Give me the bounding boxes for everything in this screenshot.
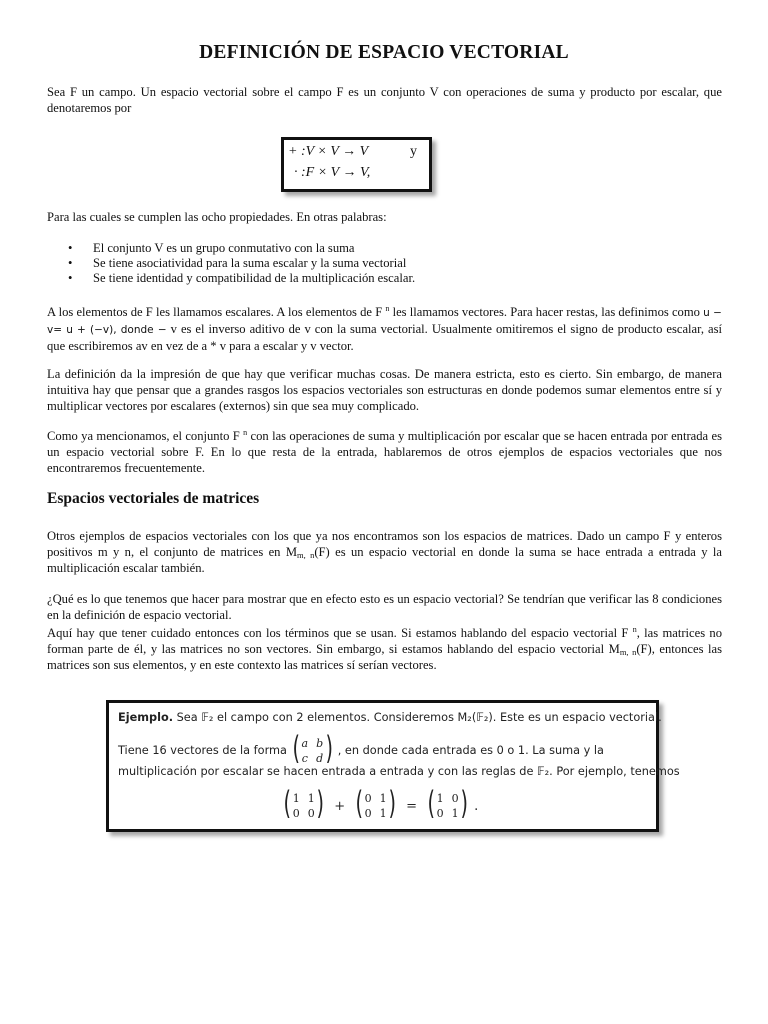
bullet-icon: • [68, 256, 73, 270]
list-item: • Se tiene asociatividad para la suma escalar y la suma vectorial [68, 256, 407, 270]
intro-paragraph: Sea F un campo. Un espacio vectorial sobre el campo F es un conjunto V con operaciones de suma y producto por escalar, que denotaremos por [47, 85, 722, 115]
plus-sign: + [334, 798, 346, 814]
definition-paragraph: La definición da la impresión de que hay que verificar muchas cosas. De manera estricta, esto es cierto. Sin embargo, de manera intuitiva hay que pensar que a grandes rasgos los espacios vectoriales son estructuras en donde podemos sumar elementos entre sí y multiplicar vectores por escalares (externos) sin que sea muy complicado. [47, 367, 722, 413]
properties-list [47, 241, 722, 286]
elements-paragraph: A los elementos de F les llamamos escalares. A los elementos de F $^n$ les llamamos vectores. Para hacer restas, las definimos como u − v= u + (−v), donde − v es el inverso aditivo de v con la suma vectorial. Usualmente omitiremos el signo de producto escalar, así que escribiremos av en vez de a * v para a escalar y v vector. [47, 304, 722, 353]
question-paragraph: ¿Qué es lo que tenemos que hacer para mostrar que en efecto esto es un espacio vectorial? Se tendrían que verificar las 8 condiciones en la definición de espacio vectorial. [47, 592, 722, 622]
and-word: y [410, 144, 417, 159]
operations-figure [281, 137, 432, 192]
example-line-1: Ejemplo. Sea 𝔽₂ el campo con 2 elementos. Consideremos M₂(𝔽₂). Este es un espacio vectorial. [118, 711, 662, 724]
bullet-icon: • [68, 241, 73, 255]
matrix-operand-1: ( 1 1 0 0 ) [283, 784, 325, 822]
matrices-paragraph: Otros ejemplos de espacios vectoriales con los que ya nos encontramos son los espacios de matrices. Dado un campo F y enteros positivos m y n, el conjunto de matrices en $M_{m, n}(F)$ es un espacio vectorial en donde la suma se hace entrada a entrada y la multiplicación escalar también. [47, 529, 722, 575]
sum-operation: + :V × V → V [288, 144, 369, 159]
period-mark: . [474, 798, 479, 814]
matrix-result: ( 1 0 0 1 ) [427, 784, 469, 822]
generic-matrix: ( a b c d ) [292, 729, 333, 767]
list-item: • El conjunto V es un grupo conmutativo con la suma [68, 241, 355, 255]
properties-intro: Para las cuales se cumplen las ocho propiedades. En otras palabras: [47, 210, 387, 224]
example-line-3: multiplicación por escalar se hacen entrada a entrada y con las reglas de 𝔽₂. Por ejemplo, tenemos [118, 765, 680, 778]
careful-paragraph: Aquí hay que tener cuidado entonces con los términos que se usan. Si estamos hablando del espacio vectorial F $^n$, las matrices no forman parte de él, y las matrices no son vectores. Sin embargo, si estamos hablando del espacio vectorial $M_{m, n}(F)$, entonces las matrices son sus elementos, y en este contexto las matrices sí serían vectores. [47, 625, 722, 672]
example-line-2: Tiene 16 vectores de la forma ( a b c d ) , en donde cada entrada es 0 o 1. La suma y la [118, 729, 604, 767]
page-title: DEFINICIÓN DE ESPACIO VECTORIAL [199, 42, 569, 63]
scalar-operation: · :F × V → V, [294, 165, 371, 180]
bullet-icon: • [68, 271, 73, 285]
example-figure [106, 700, 680, 832]
section-heading: Espacios vectoriales de matrices [47, 490, 260, 507]
matrix-equation [109, 784, 656, 822]
matrix-operand-2: ( 0 1 0 1 ) [355, 784, 397, 822]
mentioned-paragraph: Como ya mencionamos, el conjunto F $^n$ con las operaciones de suma y multiplicación por escalar que se hacen entrada por entrada es un espacio vectorial sobre F. En lo que resta de la entrada, hablaremos de otros ejemplos de espacios vectoriales que nos encontraremos frecuentemente. [47, 428, 722, 475]
list-item: • Se tiene identidad y compatibilidad de la multiplicación escalar. [68, 271, 416, 285]
equals-sign: = [406, 798, 418, 814]
